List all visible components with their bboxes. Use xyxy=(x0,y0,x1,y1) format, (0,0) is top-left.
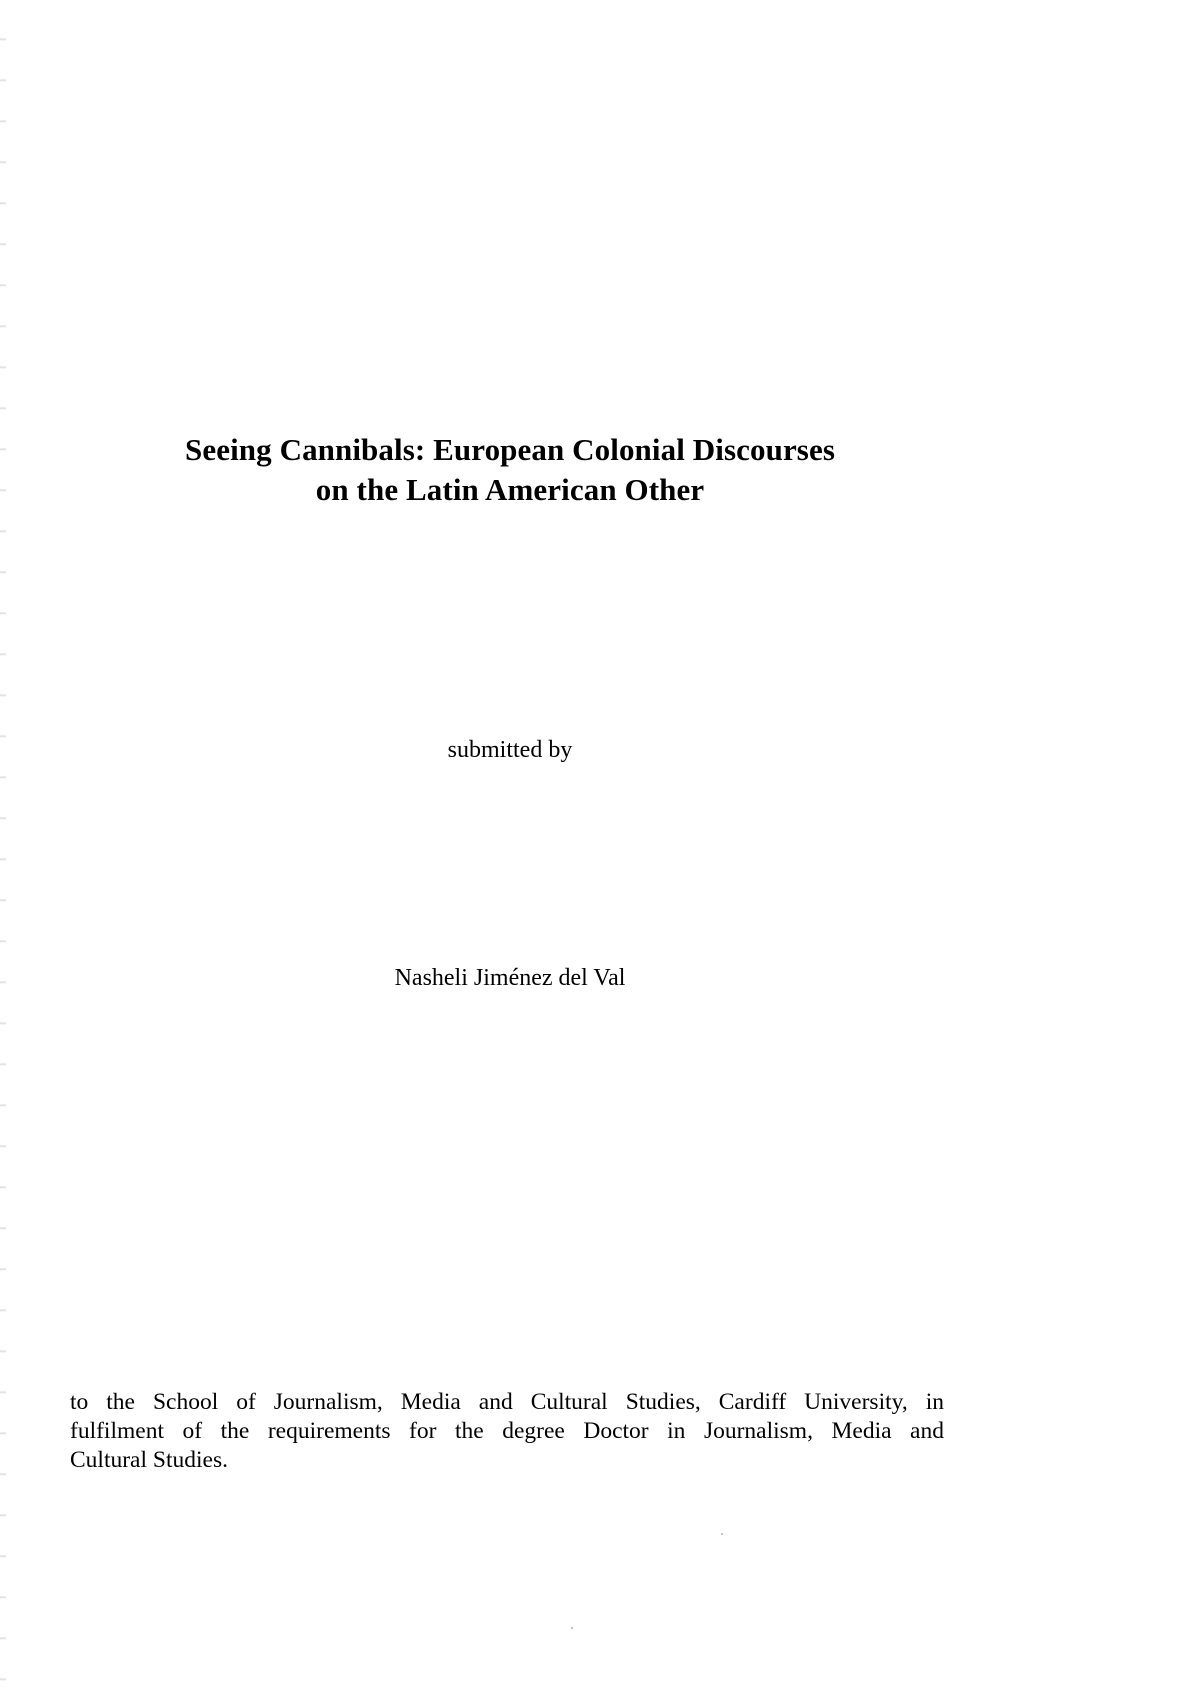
author-name: Nasheli Jiménez del Val xyxy=(394,965,626,991)
thesis-title-line-2: on the Latin American Other xyxy=(315,472,705,507)
scan-speck xyxy=(721,1533,723,1535)
scan-edge-artifact xyxy=(0,0,6,1698)
submitted-by-label: submitted by xyxy=(447,737,573,763)
statement-line-2: fulfilment of the requirements for the degree Doctor in Journalism, Media and xyxy=(70,1418,944,1444)
thesis-title-line-1: Seeing Cannibals: European Colonial Discourses xyxy=(185,432,835,467)
submission-statement xyxy=(70,1388,944,1475)
statement-line-3: Cultural Studies. xyxy=(70,1447,228,1473)
thesis-title xyxy=(90,430,930,510)
statement-line-1: to the School of Journalism, Media and Cultural Studies, Cardiff University, in xyxy=(70,1389,944,1415)
scan-speck xyxy=(571,1627,573,1629)
